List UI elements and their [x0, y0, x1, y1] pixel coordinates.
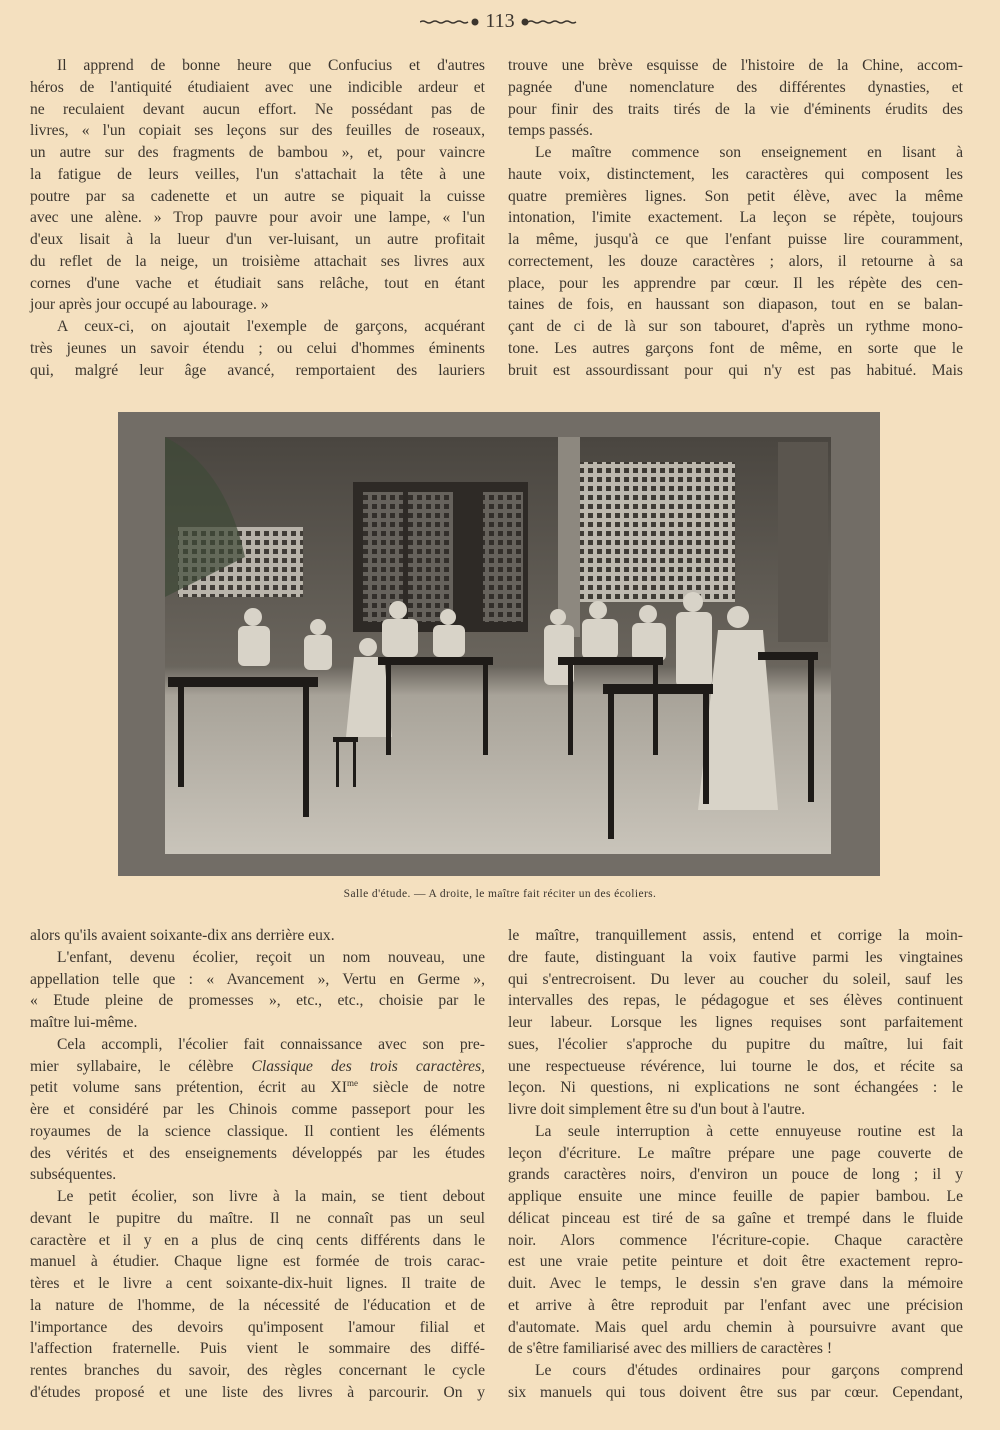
photograph-study-hall: [118, 412, 880, 876]
text-line: rentes branches du savoir, des règles concernant le cycle: [30, 1362, 485, 1379]
text-line: [30, 1056, 485, 1078]
text-line: avec une alène. » Trop pauvre pour avoir une lampe, « l'un: [30, 209, 485, 227]
text-line: noir. Alors commence l'écriture-copie. Chaque caractère: [508, 1231, 963, 1249]
text-line: Le cours d'études ordinaires pour garçons comprend: [535, 1362, 963, 1379]
text-column-bottom-right: [508, 925, 963, 1404]
text-line: la nature de l'homme, de la nécessité de l'éducation et de: [30, 1296, 485, 1314]
right-ornament-icon: [520, 18, 580, 26]
paragraph: [30, 925, 485, 947]
text-line: leur labeur. Lorsque les lignes requises sont parfaitement: [508, 1014, 963, 1031]
paragraph: [30, 316, 485, 381]
text-line: dre faute, distinguant la voix fautive parmi les vingtaines: [508, 948, 963, 966]
text-line: une respectueuse révérence, lui tourne le dos, et récite sa: [508, 1057, 963, 1075]
text-line: çant de ci de là sur son tabouret, d'après un rythme mono-: [508, 318, 963, 335]
text-line: qui, malgré leur âge avancé, remportaient des lauriers: [30, 361, 485, 379]
text-line: la fatigue de leurs veilles, l'un s'attachait la tête à une: [30, 165, 485, 183]
text-segment: me: [346, 1078, 358, 1089]
page-number: 113: [485, 10, 515, 32]
text-line: d'automate. Mais quel ardu chemin à poursuivre avant que: [508, 1318, 963, 1336]
text-line: leçon. Ni questions, ni explications ne sont échangées : le: [508, 1079, 963, 1097]
text-line: pagnée d'une nomenclature des différentes dynasties, et: [508, 78, 963, 96]
text-line: ère et considéré par les Chinois comme passeport pour les: [30, 1101, 485, 1118]
text-line: appellation telle que : « Avancement », Vertu en Germe »,: [30, 970, 485, 988]
paragraph: [30, 1186, 485, 1404]
text-line: l'importance des devoirs qu'imposent l'amour filial et: [30, 1318, 485, 1336]
text-line: du reflet de la neige, un troisième attachait ses livres aux: [30, 252, 485, 270]
text-line: poutre par sa cadenette et un autre se piquait la cuisse: [30, 187, 485, 205]
text-line: cornes d'une vache et étudiait sans relâche, tout en étant: [30, 274, 485, 292]
text-column-top-right: [508, 55, 963, 381]
text-line: pour finir des traits tirés de la vie d'éminents érudits des: [508, 100, 963, 118]
text-line: quatre premières lignes. Son petit élève, avec la même: [508, 187, 963, 205]
text-line: intervalles des repas, le pédagogue et ses élèves continuent: [508, 992, 963, 1010]
text-line: est une vraie petite peinture et doit être exactement repro-: [508, 1253, 963, 1271]
paragraph: [30, 1034, 485, 1186]
text-line: tone. Les autres garçons font de même, en sorte que le: [508, 339, 963, 357]
text-line: temps passés.: [508, 122, 593, 140]
text-line: royaumes de la science classique. Il contient les éléments: [30, 1122, 485, 1140]
text-line: un autre sur des fragments de bambou », et, pour vaincre: [30, 144, 485, 161]
text-line: duit. Avec le temps, le dessin s'en grave dans la mémoire: [508, 1275, 963, 1292]
text-segment: mier syllabaire, le célèbre: [30, 1057, 252, 1075]
text-line: grands caractères noirs, d'environ un pouce de long ; il y: [508, 1166, 963, 1184]
paragraph: [508, 1360, 963, 1404]
paragraph: [508, 925, 963, 1121]
left-ornament-icon: [420, 18, 480, 26]
text-line: L'enfant, devenu écolier, reçoit un nom nouveau, une: [57, 948, 485, 966]
text-line: Le maître commence son enseignement en lisant à: [535, 144, 963, 161]
text-line: ne reculaient devant aucun effort. Ne possédant pas de: [30, 100, 485, 118]
text-line: intonation, l'imite exactement. La leçon se répète, toujours: [508, 209, 963, 227]
text-line: applique ensuite une mince feuille de papier bambou. Le: [508, 1188, 963, 1205]
text-line: A ceux-ci, on ajoutait l'exemple de garçons, acquérant: [57, 318, 485, 335]
text-line: héros de l'antiquité étudiaient avec une indicible ardeur et: [30, 78, 485, 96]
text-line: livres, « l'un copiait ses leçons sur des feuilles de roseaux,: [30, 122, 485, 140]
text-line: devant le pupitre du maître. Il ne connaît pas un seul: [30, 1209, 485, 1227]
text-line: six manuels qui tous doivent être sus par cœur. Cependant,: [508, 1383, 963, 1401]
text-segment: siècle de notre: [357, 1079, 485, 1097]
text-line: et arrive à être reproduit par l'enfant avec une précision: [508, 1296, 963, 1314]
text-line: d'eux lisait à la lueur d'un ver-luisant, un autre profitait: [30, 231, 485, 248]
text-line: délicat pinceau est tiré de sa gaîne et trempé dans le fluide: [508, 1209, 963, 1227]
text-line: le maître, tranquillement assis, entend et corrige la moin-: [508, 927, 963, 944]
text-segment: petit volume sans prétention, écrit au XI: [30, 1079, 347, 1097]
text-line: correctement, les douze caractères ; alors, il retourne à sa: [508, 252, 963, 270]
text-line: des vérités et des enseignements développés par les études: [30, 1144, 485, 1162]
text-line: La seule interruption à cette ennuyeuse routine est la: [535, 1122, 963, 1140]
paragraph: [508, 142, 963, 381]
text-line: bruit est assourdissant pour qui n'y est pas habitué. Mais: [508, 361, 963, 379]
figure-caption: Salle d'étude. — A droite, le maître fait réciter un des écoliers.: [343, 888, 657, 900]
text-line: livre doit simplement être su d'un bout à l'autre.: [508, 1101, 806, 1118]
text-line: place, pour les apprendre par cœur. Il les répète des cen-: [508, 274, 963, 292]
text-line: [30, 1077, 485, 1099]
text-line: caractère et il y en a plus de cinq cents différents dans le: [30, 1231, 485, 1249]
text-line: d'études proposé et une liste des livres à parcourir. On y: [30, 1383, 485, 1401]
text-line: qui s'entrecroisent. Du lever au coucher du soleil, sauf les: [508, 970, 963, 988]
paragraph: [30, 55, 485, 316]
italic-title: Classique des trois caractères,: [251, 1057, 486, 1075]
text-line: haute voix, distinctement, les caractères qui composent les: [508, 165, 963, 183]
text-line: Cela accompli, l'écolier fait connaissance avec son pre-: [57, 1035, 485, 1053]
text-column-bottom-left: [30, 925, 485, 1404]
text-line: très jeunes un savoir étendu ; ou celui d'hommes éminents: [30, 339, 485, 357]
text-line: jour après jour occupé au labourage. »: [30, 296, 269, 314]
paragraph: [508, 1121, 963, 1360]
text-line: manuel à étudier. Chaque ligne est formée de trois carac-: [30, 1253, 485, 1271]
text-line: leçon d'écriture. Le maître prépare une page couverte de: [508, 1144, 963, 1162]
text-line: la même, jusqu'à ce que l'enfant puisse lire couramment,: [508, 231, 963, 248]
text-line: sues, l'écolier s'approche du pupitre du maître, lui fait: [508, 1035, 963, 1053]
paragraph: [508, 55, 963, 142]
text-line: tères et le livre a cent soixante-dix-huit lignes. Il traite de: [30, 1275, 485, 1292]
text-line: « Etude pleine de promesses », etc., etc., choisie par le: [30, 992, 485, 1010]
text-line: Il apprend de bonne heure que Confucius et d'autres: [57, 57, 485, 74]
text-line: taines de fois, en haussant son diapason, tout en se balan-: [508, 296, 963, 314]
text-line: trouve une brève esquisse de l'histoire de la Chine, accom-: [508, 57, 963, 74]
text-line: alors qu'ils avaient soixante-dix ans derrière eux.: [30, 927, 335, 944]
paragraph: [30, 947, 485, 1034]
text-line: subséquentes.: [30, 1166, 117, 1184]
page-header: [0, 8, 1000, 34]
text-column-top-left: [30, 55, 485, 381]
text-line: maître lui-même.: [30, 1014, 138, 1031]
text-line: l'affection fraternelle. Puis vient le sommaire des diffé-: [30, 1340, 485, 1358]
text-line: de s'être familiarisé avec des milliers de caractères !: [508, 1340, 833, 1358]
text-line: Le petit écolier, son livre à la main, se tient debout: [57, 1188, 485, 1205]
